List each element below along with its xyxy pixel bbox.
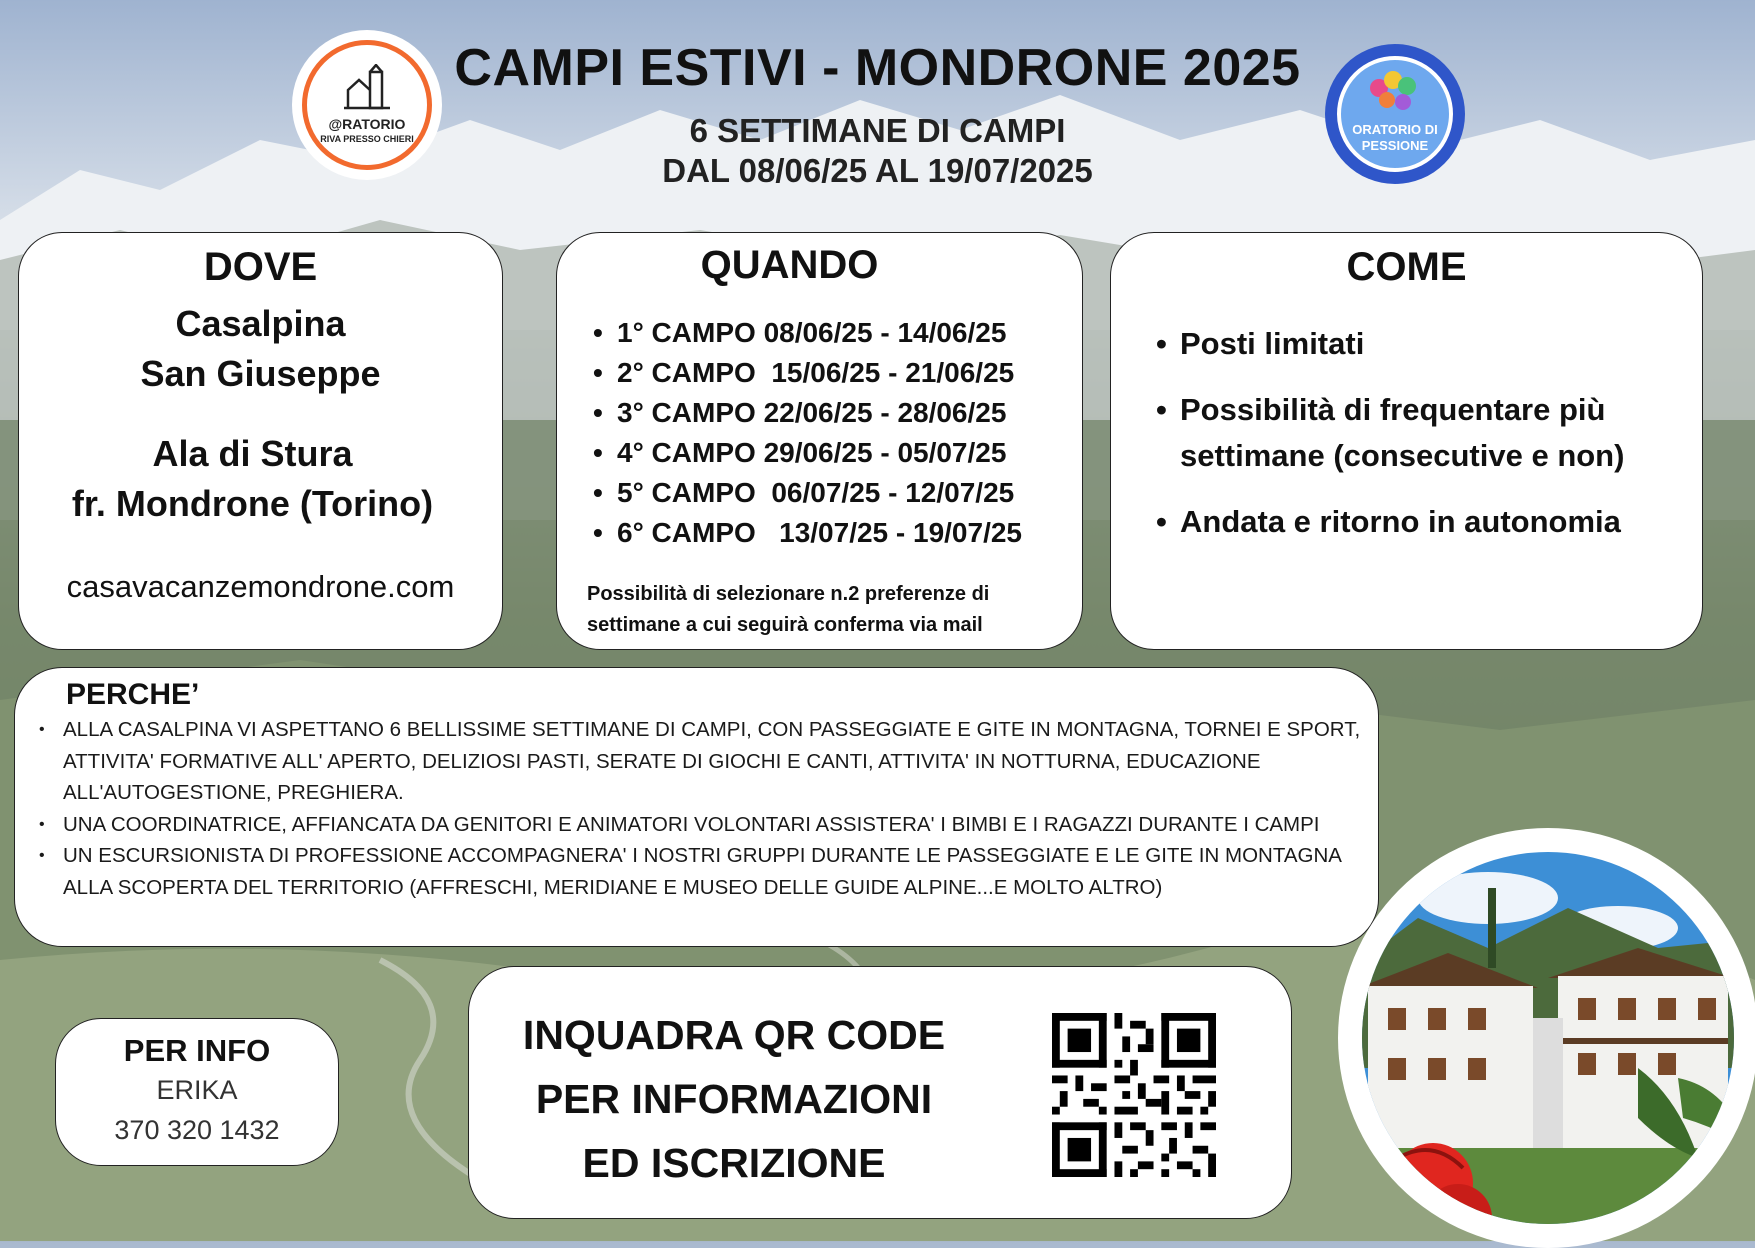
dove-place-line2: San Giuseppe <box>140 353 381 394</box>
qr-line3: ED ISCRIZIONE <box>582 1140 886 1186</box>
quando-note-line1: Possibilità di selezionare n.2 preferenze di <box>587 583 990 605</box>
perche-item: • ALLA CASALPINA VI ASPETTANO 6 BELLISSIME SETTIMANE DI CAMPI, CON PASSEGGIATE E GITE IN MONTAGNA, TORNEI E SPORT, ATTIVITA' FORMATIVE ALL' APERTO, DELIZIOSI PASTI, SERATE DI GIOCHI E CANTI, ATTIVITA' IN NOTTURNA, EDUCAZIONE ALL'AUTOGESTIONE, PREGHIERA. <box>63 714 1363 809</box>
camps-list <box>617 313 1022 553</box>
balloons-icon <box>1363 66 1427 122</box>
oratorio-pessione-logo <box>1325 44 1465 184</box>
camp-label: 5° CAMPO <box>617 477 756 508</box>
camp-item <box>617 513 1022 553</box>
info-card <box>55 1018 339 1166</box>
camp-item <box>617 353 1022 393</box>
qr-code-icon[interactable] <box>1052 1013 1216 1177</box>
camp-dates: 29/06/25 - 05/07/25 <box>763 437 1007 468</box>
info-phone[interactable]: 370 320 1432 <box>114 1115 280 1145</box>
camp-dates: 15/06/25 - 21/06/25 <box>771 357 1015 388</box>
camp-dates: 08/06/25 - 14/06/25 <box>763 317 1007 348</box>
camp-dates: 22/06/25 - 28/06/25 <box>763 397 1007 428</box>
come-list <box>1180 321 1680 545</box>
house-photo-illustration <box>1338 828 1755 1248</box>
page-subtitle-dates: DAL 08/06/25 AL 19/07/2025 <box>662 152 1093 189</box>
info-name: ERIKA <box>156 1075 238 1105</box>
casalpina-photo <box>1338 828 1755 1248</box>
page-subtitle-weeks: 6 SETTIMANE DI CAMPI <box>689 112 1066 149</box>
camp-label: 3° CAMPO <box>617 397 756 428</box>
camp-item <box>617 473 1022 513</box>
dove-heading: DOVE <box>203 245 318 289</box>
dove-website-link[interactable]: casavacanzemondrone.com <box>66 569 455 604</box>
come-item-posti: • Posti limitati <box>1180 321 1680 367</box>
church-icon <box>342 64 392 114</box>
come-heading: COME <box>1346 245 1467 289</box>
quando-note-line2: settimane a cui seguirà conferma via mail <box>587 614 983 636</box>
camp-item <box>617 393 1022 433</box>
logo-right-line1: ORATORIO DI <box>1352 122 1438 137</box>
logo-right-line2: PESSIONE <box>1361 138 1429 153</box>
camp-dates: 06/07/25 - 12/07/25 <box>771 477 1015 508</box>
qr-line1: INQUADRA QR CODE <box>522 1012 946 1058</box>
quando-card <box>556 232 1083 650</box>
logo-left-line2: RIVA PRESSO CHIERI <box>320 134 414 144</box>
camp-label: 2° CAMPO <box>617 357 756 388</box>
quando-heading: QUANDO <box>700 243 879 287</box>
camp-item <box>617 313 1022 353</box>
logo-left-line1: @RATORIO <box>328 116 406 132</box>
qr-line2: PER INFORMAZIONI <box>535 1076 933 1122</box>
come-item-autonomia: • Andata e ritorno in autonomia <box>1180 499 1680 545</box>
perche-item: • UN ESCURSIONISTA DI PROFESSIONE ACCOMPAGNERA' I NOSTRI GRUPPI DURANTE LE PASSEGGIATE E LE GITE IN MONTAGNA ALLA SCOPERTA DEL TERRITORIO (AFFRESCHI, MERIDIANE E MUSEO DELLE GUIDE ALPINE...E MOLTO ALTRO) <box>63 840 1363 903</box>
perche-heading: PERCHE’ <box>66 678 200 711</box>
come-item-settimane: • Possibilità di frequentare più settimane (consecutive e non) <box>1180 387 1680 479</box>
dove-town-line2: fr. Mondrone (Torino) <box>71 483 434 524</box>
camp-label: 4° CAMPO <box>617 437 756 468</box>
dove-town-line1: Ala di Stura <box>152 433 353 474</box>
perche-card <box>14 667 1379 947</box>
camp-label: 1° CAMPO <box>617 317 756 348</box>
come-card <box>1110 232 1703 650</box>
qr-text <box>499 1003 969 1195</box>
oratorio-riva-logo <box>292 30 442 180</box>
camp-item <box>617 433 1022 473</box>
page-title: CAMPI ESTIVI - MONDRONE 2025 <box>454 39 1301 97</box>
perche-item: • UNA COORDINATRICE, AFFIANCATA DA GENITORI E ANIMATORI VOLONTARI ASSISTERA' I BIMBI E I RAGAZZI DURANTE I CAMPI <box>63 809 1363 841</box>
camp-label: 6° CAMPO <box>617 517 756 548</box>
dove-place-line1: Casalpina <box>175 303 346 344</box>
quando-note <box>587 579 989 641</box>
info-heading: PER INFO <box>123 1033 271 1068</box>
qr-card <box>468 966 1292 1219</box>
dove-card <box>18 232 503 650</box>
camp-dates: 13/07/25 - 19/07/25 <box>779 517 1022 548</box>
perche-list <box>63 714 1363 903</box>
